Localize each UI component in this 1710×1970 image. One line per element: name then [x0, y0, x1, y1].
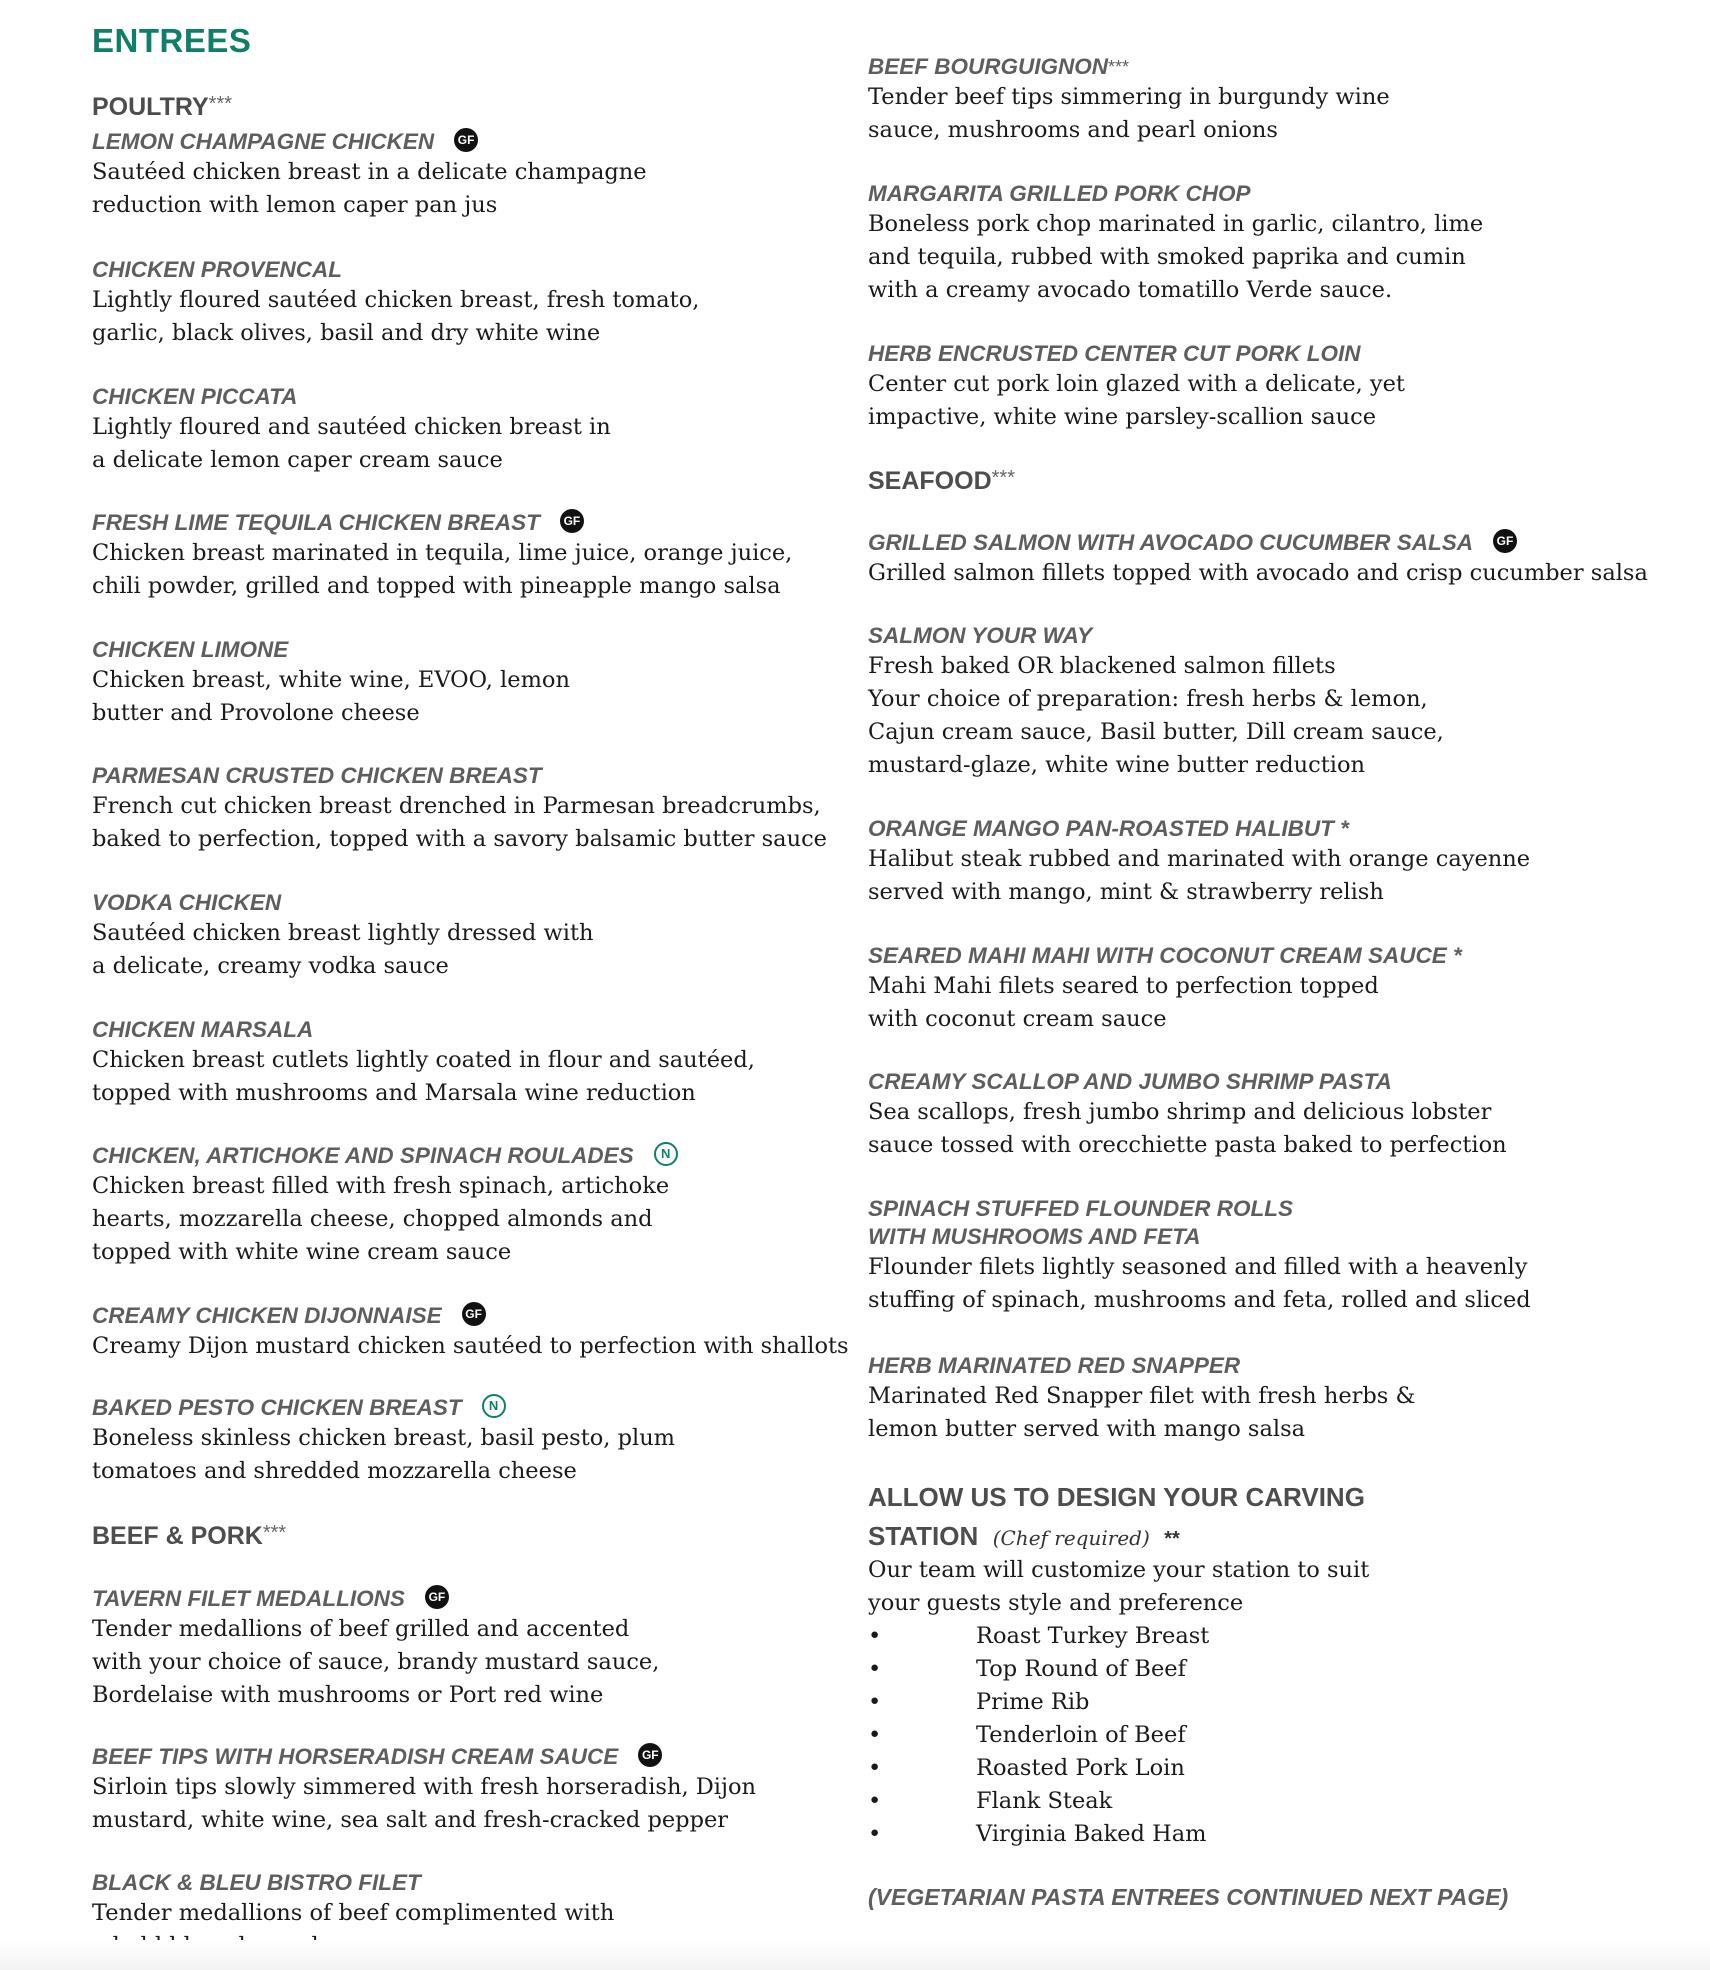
item-title: CHICKEN PROVENCAL: [92, 257, 343, 282]
item-description: Sautéed chicken breast in a delicate champagne reduction with lemon caper pan jus: [92, 159, 647, 218]
item-title: VODKA CHICKEN: [92, 890, 282, 915]
carving-option: [868, 1653, 1209, 1686]
menu-item-salmon-salsa: [868, 529, 1648, 590]
carving-option-label: Tenderloin of Beef: [976, 1722, 1186, 1748]
item-description: Sirloin tips slowly simmered with fresh horseradish, Dijon mustard, white wine, sea salt and fresh-cracked pepper: [92, 1774, 756, 1833]
item-description: Mahi Mahi filets seared to perfection topped with coconut cream sauce: [868, 973, 1379, 1032]
menu-item-beef-bourguignon: [868, 53, 1390, 147]
item-title: BEEF BOURGUIGNON: [868, 54, 1109, 79]
carving-option-label: Prime Rib: [976, 1689, 1090, 1715]
item-title-line2: WITH MUSHROOMS AND FETA: [868, 1224, 1201, 1249]
item-description: Fresh baked OR blackened salmon fillets Your choice of preparation: fresh herbs & lemon, Cajun cream sauce, Basil butter, Dill cream sauce, mustard-glaze, white wine butter reduction: [868, 653, 1444, 778]
item-title: FRESH LIME TEQUILA CHICKEN BREAST: [92, 510, 540, 535]
menu-item-scallop-shrimp-pasta: [868, 1068, 1507, 1162]
item-description: Tender medallions of beef grilled and accented with your choice of sauce, brandy mustard sauce, Bordelaise with mushrooms or Port red wine: [92, 1616, 660, 1708]
continued-next-page-note: (VEGETARIAN PASTA ENTREES CONTINUED NEXT PAGE): [868, 1884, 1509, 1910]
item-title: SPINACH STUFFED FLOUNDER ROLLS: [868, 1196, 1293, 1221]
item-description: Boneless skinless chicken breast, basil pesto, plum tomatoes and shredded mozzarella cheese: [92, 1425, 676, 1484]
menu-item-red-snapper: [868, 1352, 1416, 1446]
item-title: CHICKEN, ARTICHOKE AND SPINACH ROULADES: [92, 1143, 634, 1168]
bullet-icon: •: [868, 1623, 882, 1649]
item-title: GRILLED SALMON WITH AVOCADO CUCUMBER SALSA: [868, 530, 1473, 555]
item-title: CREAMY CHICKEN DIJONNAISE: [92, 1303, 442, 1328]
menu-item-lemon-champagne-chicken: [92, 128, 647, 222]
item-title: ORANGE MANGO PAN-ROASTED HALIBUT *: [868, 816, 1349, 841]
item-description: Lightly floured sautéed chicken breast, fresh tomato, garlic, black olives, basil and dry white wine: [92, 287, 700, 346]
item-title: CHICKEN PICCATA: [92, 384, 298, 409]
carving-option: [868, 1686, 1209, 1719]
item-description: Sea scallops, fresh jumbo shrimp and delicious lobster sauce tossed with orecchiette pasta baked to perfection: [868, 1099, 1507, 1158]
menu-item-lime-tequila-chicken: [92, 509, 792, 603]
item-title: HERB MARINATED RED SNAPPER: [868, 1353, 1241, 1378]
carving-station-heading: ALLOW US TO DESIGN YOUR CARVING STATION (Chef required) **: [868, 1482, 1365, 1551]
menu-item-vodka-chicken: [92, 889, 593, 983]
bullet-icon: •: [868, 1656, 882, 1682]
carving-option: [868, 1818, 1209, 1851]
nut-icon: N: [654, 1142, 678, 1166]
menu-item-parmesan-chicken: [92, 762, 827, 856]
carving-option: [868, 1785, 1209, 1818]
menu-item-chicken-dijonnaise: [92, 1302, 849, 1363]
item-description: Boneless pork chop marinated in garlic, cilantro, lime and tequila, rubbed with smoked paprika and cumin with a creamy avocado tomatillo Verde sauce.: [868, 211, 1484, 303]
carving-options-list: [868, 1620, 1209, 1851]
item-title: CHICKEN LIMONE: [92, 637, 289, 662]
carving-option-label: Top Round of Beef: [976, 1656, 1186, 1682]
nut-icon: N: [482, 1394, 506, 1418]
gluten-free-icon: GF: [1493, 529, 1517, 553]
item-title: BLACK & BLEU BISTRO FILET: [92, 1870, 421, 1895]
item-title: PARMESAN CRUSTED CHICKEN BREAST: [92, 763, 542, 788]
carving-option: [868, 1752, 1209, 1785]
item-title: CHICKEN MARSALA: [92, 1017, 314, 1042]
carving-station-description: Our team will customize your station to suit your guests style and preference: [868, 1557, 1370, 1616]
menu-item-flounder-rolls: [868, 1195, 1531, 1317]
item-title: CREAMY SCALLOP AND JUMBO SHRIMP PASTA: [868, 1069, 1392, 1094]
item-description: Chicken breast marinated in tequila, lime juice, orange juice, chili powder, grilled and topped with pineapple mango salsa: [92, 540, 793, 599]
item-description: Chicken breast, white wine, EVOO, lemon butter and Provolone cheese: [92, 667, 570, 726]
item-description: Grilled salmon fillets topped with avocado and crisp cucumber salsa: [868, 560, 1648, 586]
page-title: ENTREES: [92, 22, 252, 59]
gluten-free-icon: GF: [425, 1585, 449, 1609]
menu-item-pork-chop: [868, 180, 1483, 307]
section-heading-poultry: POULTRY***: [92, 93, 233, 121]
carving-option-label: Roast Turkey Breast: [976, 1623, 1210, 1649]
menu-item-pesto-chicken: [92, 1394, 675, 1488]
menu-item-mahi-mahi: [868, 942, 1462, 1036]
menu-item-tavern-filet: [92, 1585, 659, 1712]
item-description: Sautéed chicken breast lightly dressed with a delicate, creamy vodka sauce: [92, 920, 594, 979]
item-title: HERB ENCRUSTED CENTER CUT PORK LOIN: [868, 341, 1361, 366]
gluten-free-icon: GF: [454, 128, 478, 152]
item-title-stars: ***: [1108, 57, 1130, 77]
item-description: Marinated Red Snapper filet with fresh herbs & lemon butter served with mango salsa: [868, 1383, 1416, 1442]
menu-item-beef-tips: [92, 1743, 756, 1837]
bullet-icon: •: [868, 1722, 882, 1748]
item-description: Center cut pork loin glazed with a delicate, yet impactive, white wine parsley-scallion sauce: [868, 371, 1405, 430]
item-title: BAKED PESTO CHICKEN BREAST: [92, 1395, 462, 1420]
item-description: Creamy Dijon mustard chicken sautéed to perfection with shallots: [92, 1333, 849, 1359]
bullet-icon: •: [868, 1689, 882, 1715]
menu-item-salmon-your-way: [868, 622, 1444, 782]
item-description: Lightly floured and sautéed chicken breast in a delicate lemon caper cream sauce: [92, 414, 611, 473]
item-title: LEMON CHAMPAGNE CHICKEN: [92, 129, 435, 154]
item-title: SEARED MAHI MAHI WITH COCONUT CREAM SAUCE *: [868, 943, 1462, 968]
gluten-free-icon: GF: [638, 1743, 662, 1767]
item-title: TAVERN FILET MEDALLIONS: [92, 1586, 405, 1611]
item-title: BEEF TIPS WITH HORSERADISH CREAM SAUCE: [92, 1744, 619, 1769]
page-bottom-edge: [0, 1940, 1710, 1970]
menu-item-chicken-marsala: [92, 1016, 755, 1110]
menu-item-chicken-roulades: [92, 1142, 678, 1269]
bullet-icon: •: [868, 1788, 882, 1814]
item-description: Chicken breast cutlets lightly coated in flour and sautéed, topped with mushrooms and Marsala wine reduction: [92, 1047, 755, 1106]
gluten-free-icon: GF: [462, 1302, 486, 1326]
gluten-free-icon: GF: [560, 509, 584, 533]
carving-option-label: Virginia Baked Ham: [976, 1821, 1207, 1847]
item-description: Chicken breast filled with fresh spinach, artichoke hearts, mozzarella cheese, chopped almonds and topped with white wine cream sauce: [92, 1173, 670, 1265]
menu-item-chicken-provencal: [92, 256, 699, 350]
section-heading-beef-pork: BEEF & PORK***: [92, 1522, 287, 1550]
item-description: Halibut steak rubbed and marinated with orange cayenne served with mango, mint & strawberry relish: [868, 846, 1531, 905]
bullet-icon: •: [868, 1755, 882, 1781]
carving-option: [868, 1620, 1209, 1653]
item-description: Tender medallions of beef complimented with: [92, 1900, 615, 1926]
item-title: SALMON YOUR WAY: [868, 623, 1093, 648]
carving-option-label: Roasted Pork Loin: [976, 1755, 1185, 1781]
chef-required-note: (Chef required): [992, 1526, 1150, 1550]
bullet-icon: •: [868, 1821, 882, 1847]
menu-item-halibut: [868, 815, 1530, 909]
item-description: Tender beef tips simmering in burgundy wine sauce, mushrooms and pearl onions: [868, 84, 1390, 143]
menu-item-chicken-piccata: [92, 383, 611, 477]
carving-option: [868, 1719, 1209, 1752]
item-description: French cut chicken breast drenched in Parmesan breadcrumbs, baked to perfection, topped with a savory balsamic butter sauce: [92, 793, 827, 852]
section-heading-seafood: SEAFOOD***: [868, 467, 1015, 495]
carving-option-label: Flank Steak: [976, 1788, 1113, 1814]
item-title: MARGARITA GRILLED PORK CHOP: [868, 181, 1251, 206]
menu-item-pork-loin: [868, 340, 1405, 434]
menu-item-chicken-limone: [92, 636, 570, 730]
item-description: Flounder filets lightly seasoned and filled with a heavenly stuffing of spinach, mushrooms and feta, rolled and sliced: [868, 1254, 1531, 1313]
